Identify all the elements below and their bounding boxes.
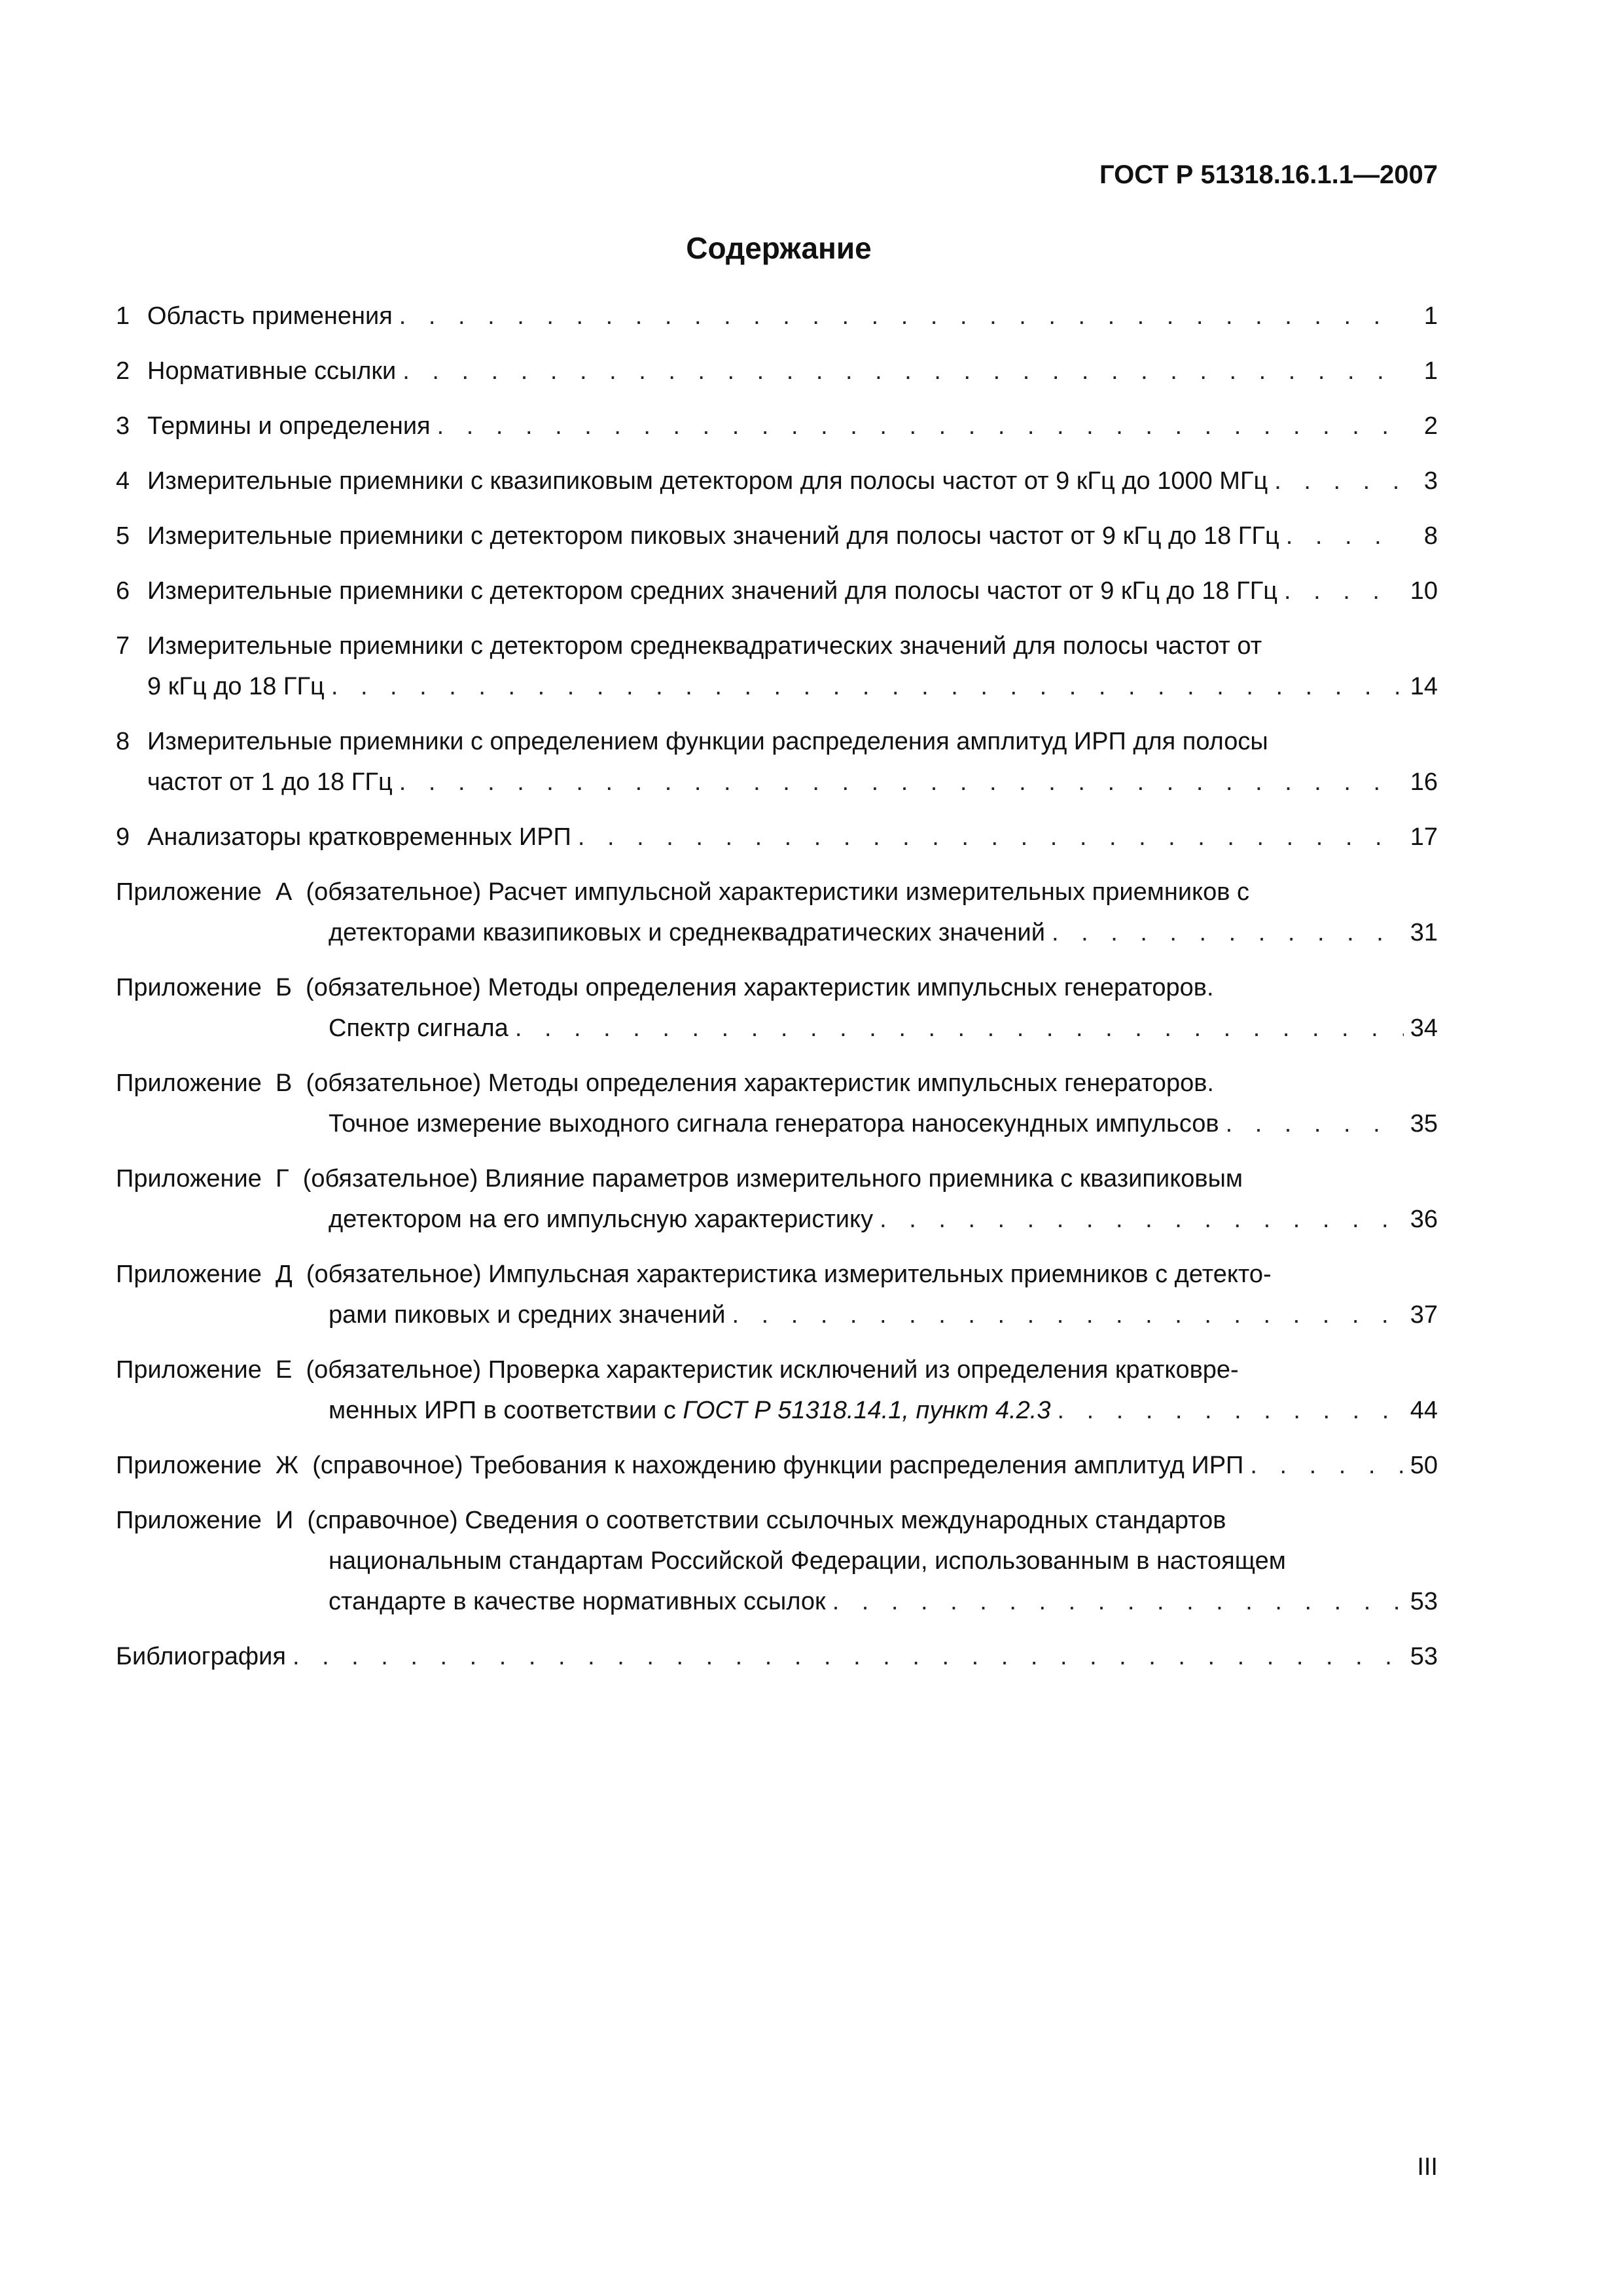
section-title: Измерительные приемники с детектором средних значений для полосы частот от 9 кГц до 18 ГГц (147, 577, 1278, 605)
standard-reference[interactable]: ГОСТ Р 51318.14.1, пункт 4.2.3 (683, 1397, 1051, 1424)
leader-dots (1052, 912, 1404, 953)
toc-section-8[interactable] (116, 721, 1438, 802)
leader-dots (399, 762, 1404, 802)
page-number: 36 (1410, 1206, 1438, 1233)
toc-section-6[interactable] (116, 571, 1438, 611)
toc-appendix-v[interactable] (116, 1063, 1438, 1144)
page-number: 3 (1423, 467, 1438, 495)
leader-dots (1226, 1103, 1404, 1144)
section-number: 3 (116, 412, 130, 440)
toc-bibliography[interactable] (116, 1636, 1438, 1677)
page-title: Содержание (686, 231, 872, 265)
appendix-title-line2 (329, 1390, 1050, 1431)
appendix-prefix: Приложение Д (116, 1261, 306, 1288)
section-title: Измерительные приемники с детектором пиковых значений для полосы частот от 9 кГц до 18 ГГц (147, 522, 1279, 550)
appendix-title-line2: детекторами квазипиковых и среднеквадратических значений (329, 919, 1045, 946)
section-title: Область применения (147, 302, 393, 330)
leader-dots (1274, 461, 1405, 501)
section-title-line1: Измерительные приемники с детектором среднеквадратических значений для полосы частот от (147, 632, 1262, 660)
toc-section-1[interactable] (116, 296, 1438, 336)
leader-dots (832, 1581, 1404, 1622)
appendix-title: (справочное) Требования к нахождению функции распределения амплитуд ИРП (312, 1452, 1244, 1479)
appendix-title-line2: Точное измерение выходного сигнала генератора наносекундных импульсов (329, 1110, 1219, 1138)
appendix-title-line2-text: менных ИРП в соответствии с (329, 1397, 683, 1424)
page-number: 53 (1410, 1643, 1438, 1670)
toc-section-7[interactable] (116, 626, 1438, 707)
document-header: ГОСТ Р 51318.16.1.1—2007 (1099, 160, 1438, 189)
leader-dots (732, 1295, 1403, 1335)
page-number: 34 (1410, 1014, 1438, 1042)
toc-appendix-i[interactable] (116, 1500, 1438, 1622)
toc-appendix-a[interactable] (116, 872, 1438, 953)
toc-appendix-d[interactable] (116, 1254, 1438, 1335)
section-title-line2: 9 кГц до 18 ГГц (147, 673, 325, 700)
appendix-prefix: Приложение И (116, 1507, 308, 1534)
section-number: 9 (116, 823, 130, 851)
appendix-prefix: Приложение Г (116, 1165, 303, 1193)
page-number-footer: III (1417, 2153, 1438, 2181)
toc-appendix-b[interactable] (116, 967, 1438, 1049)
page-number: 14 (1410, 673, 1438, 700)
appendix-title-line1: (обязательное) Влияние параметров измерительного приемника с квазипиковым (302, 1165, 1243, 1193)
leader-dots (399, 296, 1405, 336)
appendix-prefix: Приложение Ж (116, 1452, 313, 1479)
page-number: 10 (1410, 577, 1438, 605)
toc-section-2[interactable] (116, 351, 1438, 391)
leader-dots (515, 1008, 1404, 1049)
appendix-title-line3: стандарте в качестве нормативных ссылок (329, 1588, 826, 1615)
toc-section-4[interactable] (116, 461, 1438, 501)
section-title-line1: Измерительные приемники с определением функции распределения амплитуд ИРП для полосы (147, 728, 1268, 755)
appendix-title-line1: (обязательное) Методы определения характеристик импульсных генераторов. (306, 974, 1214, 1001)
section-number: 1 (116, 302, 130, 330)
appendix-prefix: Приложение А (116, 878, 306, 906)
leader-dots (437, 406, 1405, 446)
leader-dots (1057, 1390, 1403, 1431)
section-number: 8 (116, 728, 130, 755)
appendix-title-line1: (обязательное) Расчет импульсной характеристики измерительных приемников с (306, 878, 1249, 906)
appendix-title-line2: национальным стандартам Российской Федерации, использованным в настоящем (329, 1547, 1286, 1575)
leader-dots (578, 817, 1404, 857)
page-number: 1 (1423, 302, 1438, 330)
appendix-title-line1: (обязательное) Проверка характеристик исключений из определения кратковре- (306, 1356, 1239, 1384)
section-title: Анализаторы кратковременных ИРП (147, 823, 571, 851)
appendix-prefix: Приложение Б (116, 974, 306, 1001)
toc-section-5[interactable] (116, 516, 1438, 556)
leader-dots (331, 666, 1404, 707)
section-title: Термины и определения (147, 412, 431, 440)
toc-section-9[interactable] (116, 817, 1438, 857)
appendix-prefix: Приложение В (116, 1069, 306, 1097)
section-number: 5 (116, 522, 130, 550)
appendix-title-line1: (обязательное) Импульсная характеристика измерительных приемников с детекто- (306, 1261, 1272, 1288)
section-title: Измерительные приемники с квазипиковым детектором для полосы частот от 9 кГц до 1000 МГц (147, 467, 1268, 495)
section-number: 7 (116, 632, 130, 660)
section-number: 2 (116, 357, 130, 385)
table-of-contents (116, 296, 1438, 1691)
appendix-title-line1: (справочное) Сведения о соответствии ссылочных международных стандартов (307, 1507, 1226, 1534)
appendix-title-line2: рами пиковых и средних значений (329, 1301, 726, 1329)
bibliography-title: Библиография (116, 1643, 286, 1670)
page-number: 1 (1423, 357, 1438, 385)
page-number: 2 (1423, 412, 1438, 440)
section-number: 6 (116, 577, 130, 605)
page-number: 17 (1410, 823, 1438, 851)
toc-appendix-g[interactable] (116, 1158, 1438, 1240)
appendix-prefix: Приложение Е (116, 1356, 306, 1384)
page-number: 35 (1410, 1110, 1438, 1138)
page-number: 8 (1423, 522, 1438, 550)
leader-dots (293, 1636, 1404, 1677)
appendix-title-line2: Спектр сигнала (329, 1014, 508, 1042)
leader-dots (1284, 571, 1404, 611)
section-title: Нормативные ссылки (147, 357, 397, 385)
page-number: 53 (1410, 1588, 1438, 1615)
page-number: 44 (1410, 1397, 1438, 1424)
leader-dots (1286, 516, 1405, 556)
appendix-title-line1: (обязательное) Методы определения характеристик импульсных генераторов. (306, 1069, 1214, 1097)
page-number: 16 (1410, 768, 1438, 796)
appendix-title-line2: детектором на его импульсную характеристику (329, 1206, 874, 1233)
page-number: 50 (1410, 1452, 1438, 1479)
toc-section-3[interactable] (116, 406, 1438, 446)
section-number: 4 (116, 467, 130, 495)
toc-appendix-zh[interactable] (116, 1445, 1438, 1486)
page-number: 31 (1410, 919, 1438, 946)
leader-dots (1250, 1445, 1403, 1486)
page-number: 37 (1410, 1301, 1438, 1329)
leader-dots (402, 351, 1405, 391)
toc-appendix-e[interactable] (116, 1350, 1438, 1431)
leader-dots (880, 1199, 1404, 1240)
section-title-line2: частот от 1 до 18 ГГц (147, 768, 393, 796)
